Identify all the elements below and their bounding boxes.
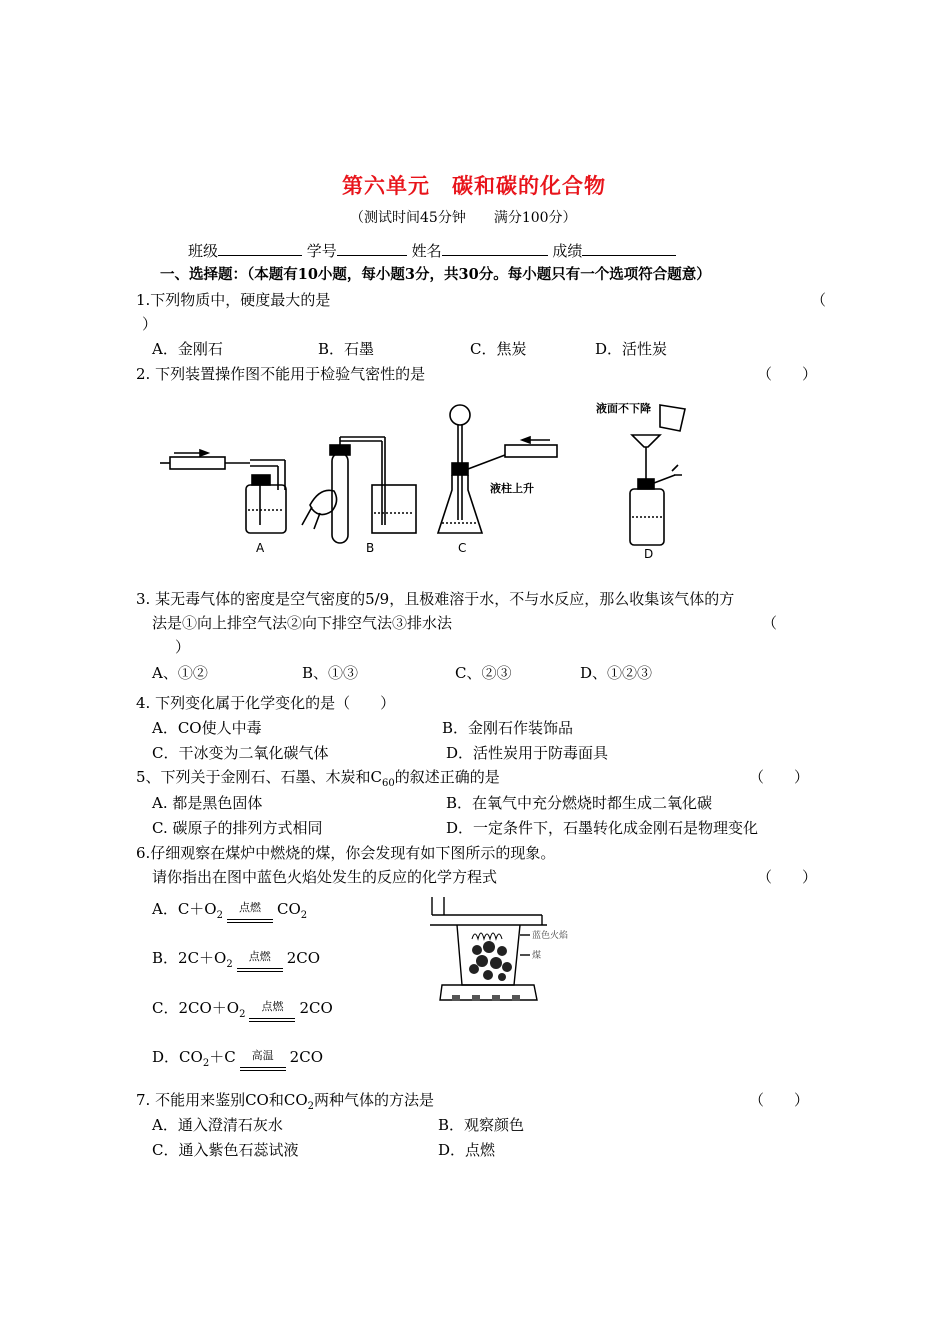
section-heading: 一、选择题：（本题有10小题，每小题3分，共30分。每小题只有一个选项符合题意） <box>160 266 711 283</box>
q7-option-a[interactable]: A．通入澄清石灰水 <box>152 1116 283 1134</box>
q6-line2: 请你指出在图中蓝色火焰处发生的反应的化学方程式 <box>152 868 498 886</box>
q5-text-end: 的叙述正确的是 <box>394 768 500 786</box>
q1-option-b[interactable]: B．石墨 <box>318 340 375 358</box>
figure-label-b: B <box>366 541 375 555</box>
q4-option-d[interactable]: D．活性炭用于防毒面具 <box>446 744 609 762</box>
q2-apparatus-figure <box>160 395 700 570</box>
q7-option-b[interactable]: B．观察颜色 <box>438 1116 525 1134</box>
q7-text-start: 7. 不能用来鉴别CO和CO <box>136 1091 308 1109</box>
q5-option-b[interactable]: B．在氧气中充分燃烧时都生成二氧化碳 <box>446 794 713 812</box>
q5-text-start: 5、下列关于金刚石、石墨、木炭和C <box>136 768 383 786</box>
q6-option-a[interactable]: A．$C+O_2$ 点燃 $CO_2$ <box>152 900 308 921</box>
q6-option-c[interactable]: C．$2CO+O_2$ 点燃 2CO <box>152 999 333 1020</box>
figure-note-c: 液柱上升 <box>490 482 534 495</box>
q1-option-c[interactable]: C．焦炭 <box>470 340 527 358</box>
apparatus-c <box>438 405 557 533</box>
q3-option-b[interactable]: B、①③ <box>302 664 359 682</box>
q3-line1: 3. 某无毒气体的密度是空气密度的5/9，且极难溶于水，不与水反应，那么收集该气体的方 <box>136 590 735 608</box>
q4-text: 4. 下列变化属于化学变化的是（ ） <box>136 694 396 712</box>
q3-option-c[interactable]: C、②③ <box>455 664 512 682</box>
condition-d: 高温 <box>240 1053 286 1065</box>
score-label: 成绩 <box>552 242 583 260</box>
apparatus-d <box>630 405 685 545</box>
figure-label-d: D <box>644 547 654 561</box>
q7-option-c[interactable]: C．通入紫色石蕊试液 <box>152 1141 299 1159</box>
q4-option-c[interactable]: C．干冰变为二氧化碳气体 <box>152 744 329 762</box>
q1-option-d[interactable]: D．活性炭 <box>595 340 668 358</box>
q6-option-b[interactable]: B．$2C+O_2$ 点燃 2CO <box>152 949 321 970</box>
figure-label-a: A <box>256 541 265 555</box>
q7-paren: （ ） <box>749 1091 810 1109</box>
q7-text <box>136 1089 434 1112</box>
condition-c: 点燃 <box>249 1004 295 1016</box>
condition-a: 点燃 <box>227 905 273 917</box>
apparatus-a <box>160 450 286 533</box>
q1-paren-close: ） <box>142 315 158 333</box>
stove-label-flame: 蓝色火焰 <box>532 931 569 941</box>
q7-option-d[interactable]: D．点燃 <box>438 1141 496 1159</box>
class-label: 班级 <box>188 242 219 260</box>
name-label: 姓名 <box>411 242 442 260</box>
q5-option-a[interactable]: A. 都是黑色固体 <box>152 794 263 812</box>
q5-paren: （ ） <box>749 768 810 786</box>
q7-text-end: 两种气体的方法是 <box>314 1091 435 1109</box>
q7-sub: 2 <box>307 1101 315 1112</box>
stove-label-coal: 煤 <box>532 951 542 961</box>
q5-text <box>136 766 500 789</box>
q3-option-a[interactable]: A、①② <box>152 664 208 682</box>
page-title: 第六单元 碳和碳的化合物 <box>342 173 606 198</box>
score-blank[interactable] <box>582 241 676 256</box>
q6-line1: 6.仔细观察在煤炉中燃烧的煤，你会发现有如下图所示的现象。 <box>136 844 556 862</box>
q1-text: 1.下列物质中，硬度最大的是 <box>136 291 331 309</box>
q4-option-a[interactable]: A．CO使人中毒 <box>152 719 262 737</box>
q6-paren: （ ） <box>757 868 818 886</box>
q6-stove-figure <box>422 895 572 1010</box>
figure-note-d: 液面不下降 <box>596 402 651 415</box>
q5-option-c[interactable]: C. 碳原子的排列方式相同 <box>152 819 323 837</box>
q1-paren-open: （ <box>811 291 827 309</box>
q3-line2: 法是①向上排空气法②向下排空气法③排水法 <box>152 614 453 632</box>
q1-option-a[interactable]: A．金刚石 <box>152 340 223 358</box>
figure-label-c: C <box>458 541 467 555</box>
name-blank[interactable] <box>442 241 548 256</box>
q6-option-d[interactable]: D．$CO_2+C$ 高温 2CO <box>152 1048 323 1069</box>
q3-paren-open: （ <box>762 614 778 632</box>
apparatus-b <box>302 437 416 543</box>
number-blank[interactable] <box>337 241 407 256</box>
q2-text: 2. 下列装置操作图不能用于检验气密性的是 <box>136 365 426 383</box>
condition-b: 点燃 <box>237 954 283 966</box>
q5-sub: 60 <box>382 778 395 789</box>
q2-paren: （ ） <box>757 365 818 383</box>
page-subtitle: （测试时间45分钟 满分100分） <box>350 210 577 226</box>
class-blank[interactable] <box>218 241 302 256</box>
info-line <box>188 240 676 261</box>
q3-option-d[interactable]: D、①②③ <box>580 664 653 682</box>
q5-option-d[interactable]: D．一定条件下，石墨转化成金刚石是物理变化 <box>446 819 759 837</box>
q3-paren-close: ） <box>175 638 191 656</box>
number-label: 学号 <box>306 242 337 260</box>
q4-option-b[interactable]: B．金刚石作装饰品 <box>442 719 574 737</box>
